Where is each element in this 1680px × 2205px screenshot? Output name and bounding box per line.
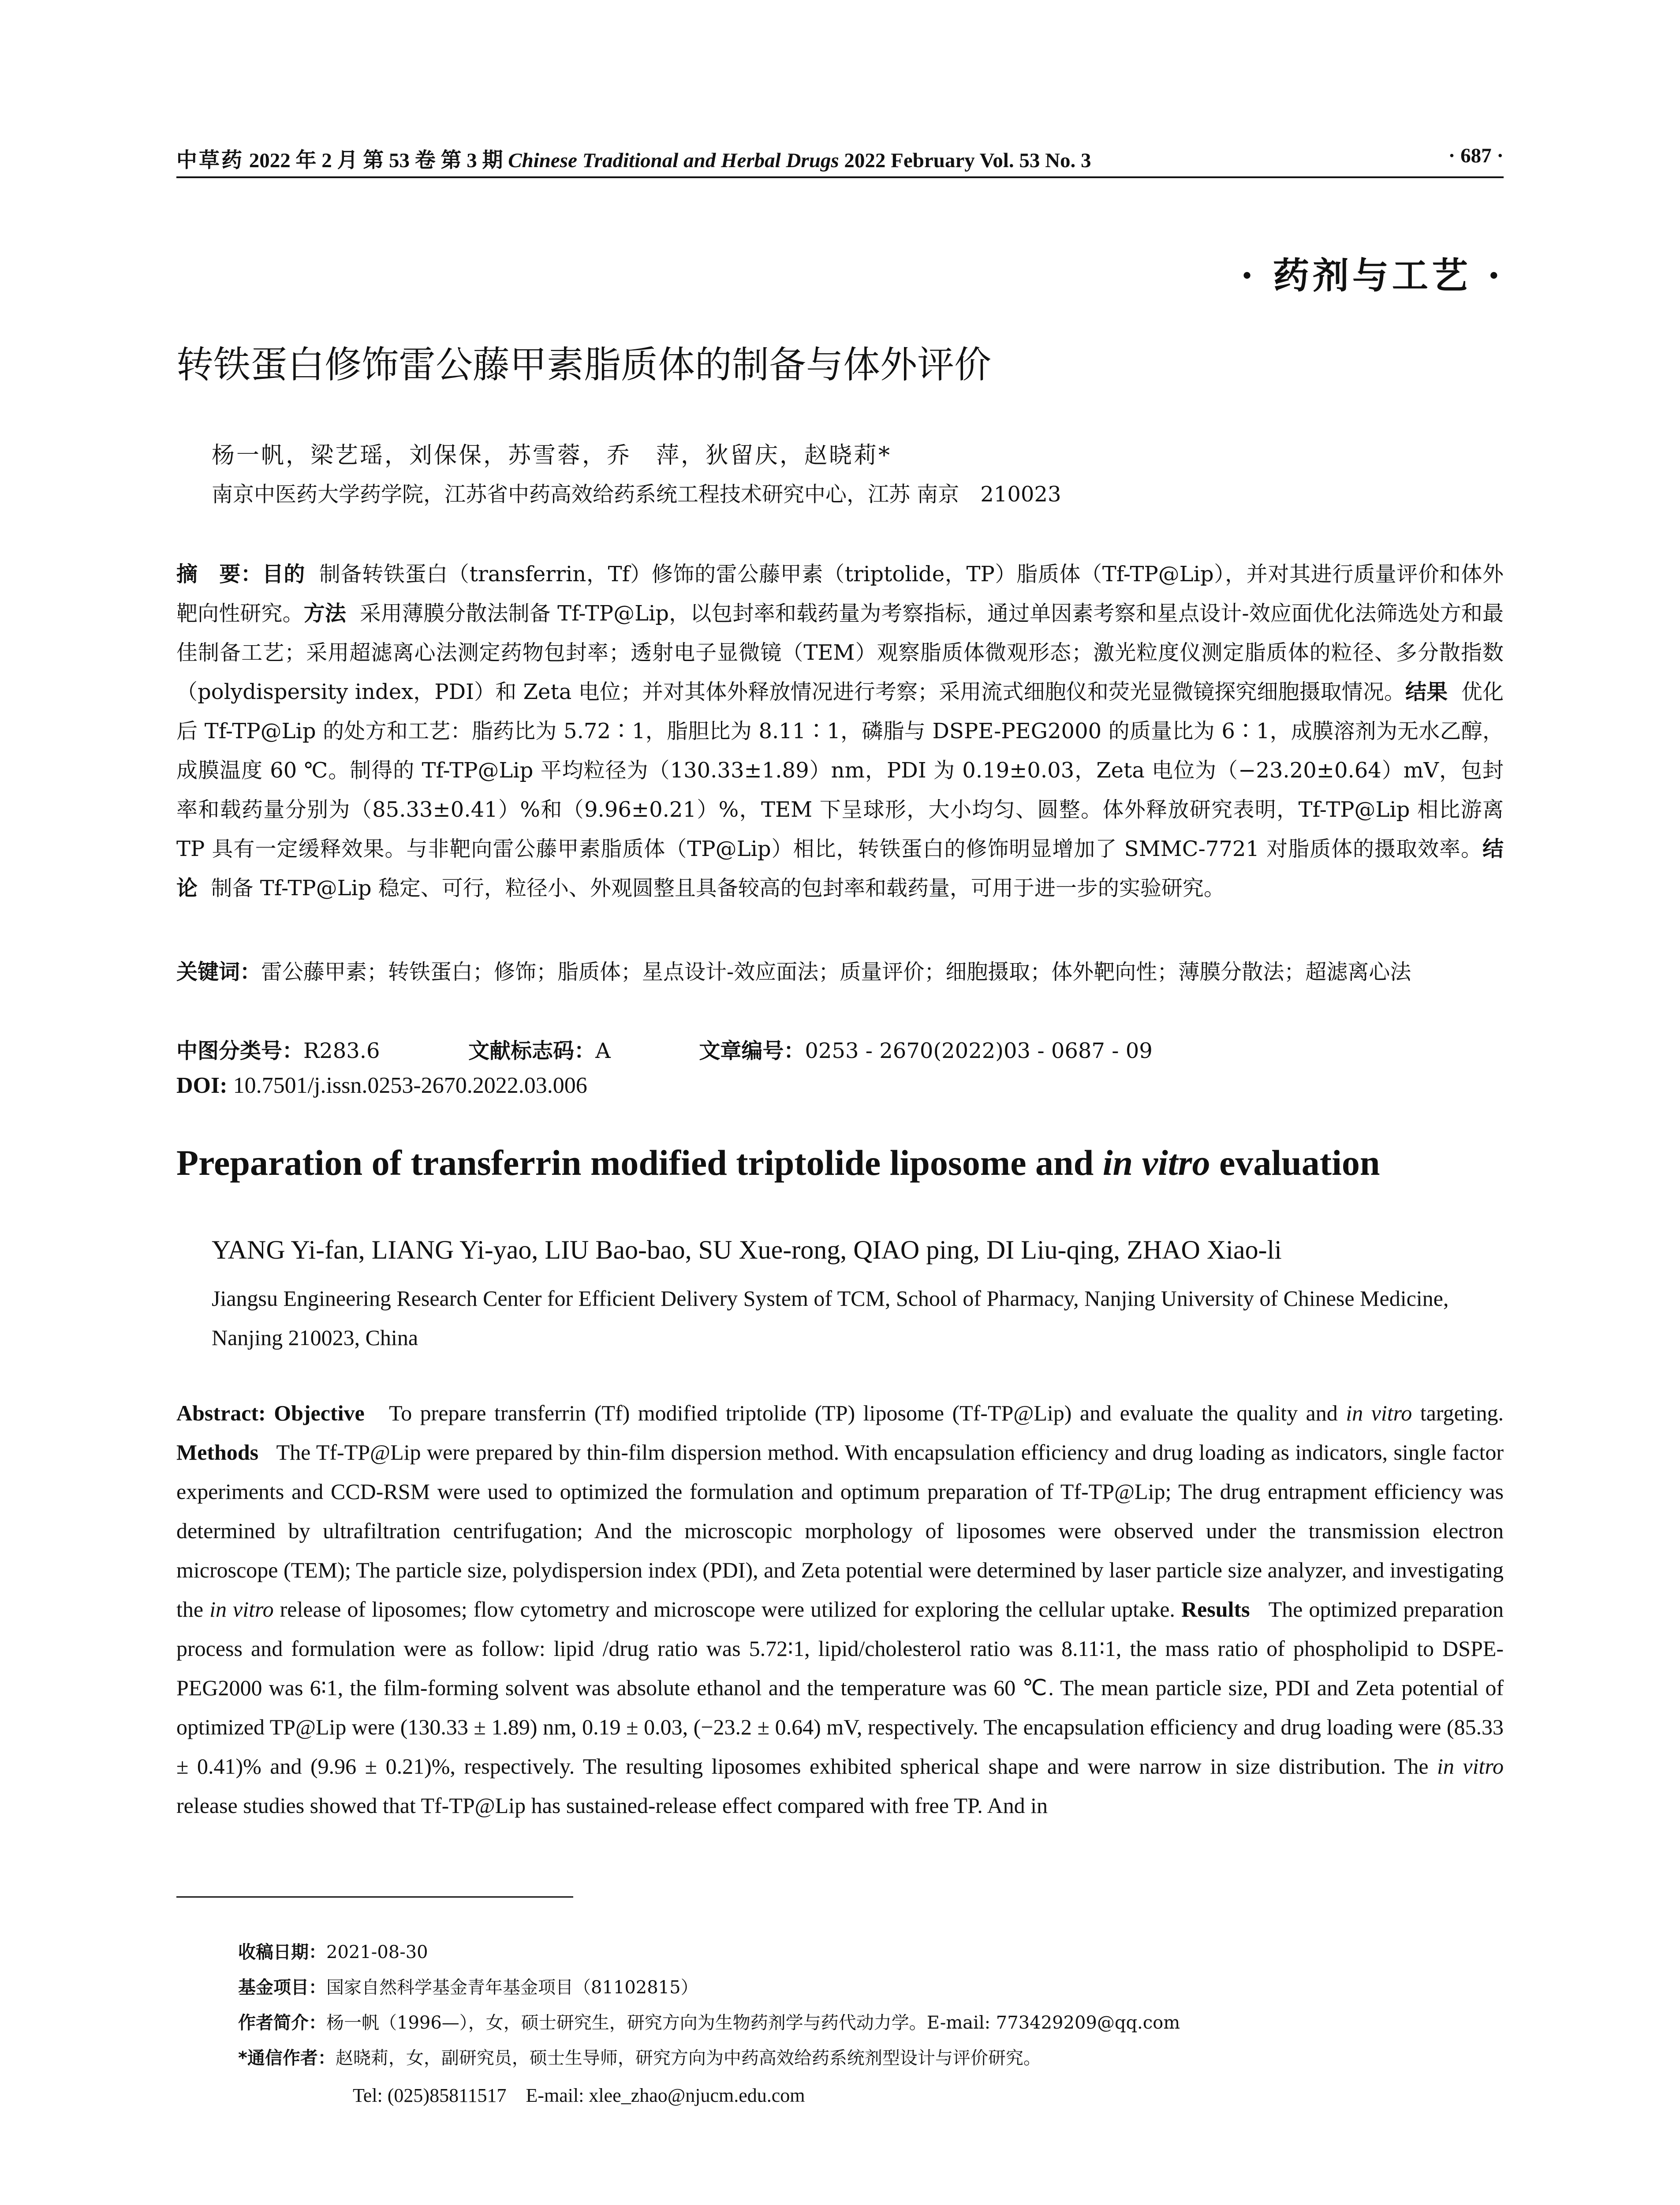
footnote-corresponding [238, 2044, 1041, 2069]
affiliation-en: Jiangsu Engineering Research Center for Efficient Delivery System of TCM, School of Pharmacy, Nanjing University of Chinese Medicine, Nanjing 210023, China [212, 1286, 1449, 1350]
corresp-label: *通信作者： [238, 2048, 336, 2068]
methods-cn: 采用薄膜分散法制备 Tf-TP@Lip，以包封率和载药量为考察指标，通过单因素考察和星点设计-效应面优化法筛选处方和最佳制备工艺；采用超滤离心法测定药物包封率；透射电子显微镜（TEM）观察脂质体微观形态；激光粒度仪测定脂质体的粒径、多分散指数（polydispersity index，PDI）和 Zeta 电位；并对其体外释放情况进行考察；采用流式细胞仪和荧光显微镜探究细胞摄取情况。 [176, 601, 1504, 704]
clc-label: 中图分类号： [176, 1039, 304, 1063]
running-header [176, 144, 1504, 179]
title-en-italic: in vitro [1102, 1143, 1210, 1183]
journal-name-cn: 中草药 [176, 149, 244, 172]
article-no-value: 0253 - 2670(2022)03 - 0687 - 09 [805, 1039, 1153, 1063]
received-value: 2021-08-30 [326, 1942, 428, 1962]
abstract-cn [176, 555, 1504, 1022]
results-en-italic: in vitro [1437, 1754, 1504, 1779]
received-label: 收稿日期： [238, 1942, 326, 1962]
results-label-cn: 结果 [1405, 680, 1448, 704]
journal-name-en: Chinese Traditional and Herbal Drugs [508, 149, 839, 172]
footnote-received [238, 1938, 428, 1963]
issue-en: 2022 February Vol. 53 No. 3 [844, 149, 1091, 172]
title-cn: 转铁蛋白修饰雷公藤甲素脂质体的制备与体外评价 [176, 343, 992, 386]
objective-en-italic: in vitro [1346, 1401, 1412, 1425]
footnote-fund [238, 1973, 698, 1999]
authors-en: YANG Yi-fan, LIANG Yi-yao, LIU Bao-bao, SU Xue-rong, QIAO ping, DI Liu-qing, ZHAO Xiao-li [212, 1235, 1282, 1264]
title-en [176, 1142, 1380, 1184]
abstract-cn-label: 摘 要： [176, 562, 262, 587]
doi-line [176, 1073, 587, 1099]
objective-cn: 制备转铁蛋白（transferrin，Tf）修饰的雷公藤甲素（triptolide，TP）脂质体（Tf-TP@Lip），并对其进行质量评价和体外靶向性研究。 [176, 562, 1504, 626]
corresp-value: 赵晓莉，女，副研究员，硕士生导师，研究方向为中药高效给药系统剂型设计与评价研究。 [335, 2048, 1041, 2068]
conclusion-label-cn: 结论 [176, 837, 1504, 901]
header-rule [176, 176, 1504, 178]
keywords-cn-text: 雷公藤甲素；转铁蛋白；修饰；脂质体；星点设计-效应面法；质量评价；细胞摄取；体外靶向性；薄膜分散法；超滤离心法 [261, 960, 1411, 984]
fund-value: 国家自然科学基金青年基金项目（81102815） [326, 1977, 698, 1998]
classification-line [176, 1034, 1153, 1064]
objective-en-1: To prepare transferrin (Tf) modified triptolide (TP) liposome (Tf-TP@Lip) and evaluate the quality and [389, 1401, 1346, 1425]
conclusion-cn: 制备 Tf-TP@Lip 稳定、可行，粒径小、外观圆整且具备较高的包封率和载药量，可用于进一步的实验研究。 [211, 876, 1225, 901]
methods-en-italic: in vitro [209, 1597, 274, 1622]
doc-code-label: 文献标志码： [468, 1039, 596, 1063]
affiliation-cn: 南京中医药大学药学院，江苏省中药高效给药系统工程技术研究中心，江苏 南京 210023 [212, 482, 1061, 507]
fund-label: 基金项目： [238, 1977, 326, 1998]
results-cn: 优化后 Tf-TP@Lip 的处方和工艺：脂药比为 5.72∶1，脂胆比为 8.11∶1，磷脂与 DSPE-PEG2000 的质量比为 6∶1，成膜溶剂为无水乙醇，成膜温度 60 ℃。制得的 Tf-TP@Lip 平均粒径为（130.33±1.89）nm，PDI 为 0.19±0.03，Zeta 电位为（−23.20±0.64）mV，包封率和载药量分别为（85.33±0.41）%和（9.96±0.21）%，TEM 下呈球形，大小均匀、圆整。体外释放研究表明，Tf-TP@Lip 相比游离 TP 具有一定缓释效果。与非靶向雷公藤甲素脂质体（TP@Lip）相比，转铁蛋白的修饰明显增加了 SMMC-7721 对脂质体的摄取效率。 [176, 680, 1504, 861]
author-label: 作者简介： [238, 2013, 326, 2033]
methods-label-en: Methods [176, 1440, 259, 1465]
clc-value: R283.6 [303, 1039, 380, 1063]
page-number: · 687 · [1448, 144, 1504, 167]
doc-code-value: A [595, 1039, 611, 1063]
article-no-label: 文章编号： [699, 1039, 805, 1063]
abstract-en-label: Abstract: Objective [176, 1401, 365, 1425]
methods-label-cn: 方法 [303, 601, 346, 626]
results-en-2: release studies showed that Tf-TP@Lip has sustained-release effect compared with free TP. And in [176, 1793, 1048, 1818]
methods-en-1: The Tf-TP@Lip were prepared by thin-film dispersion method. With encapsulation efficiency and drug loading as indicators, single factor experiments and CCD-RSM were used to optimized the formulation and optimum preparation of Tf-TP@Lip; The drug entrapment efficiency was determined by ultrafiltration centrifugation; And the microscopic morphology of liposomes were observed under the transmission electron microscope (TEM); The particle size, polydispersion index (PDI), and Zeta potential were determined by laser particle size analyzer, and investigating the [176, 1440, 1504, 1622]
issue-cn: 2022 年 2 月 第 53 卷 第 3 期 [249, 149, 503, 172]
section-label: · 药剂与工艺 · [1240, 254, 1504, 297]
title-en-part1: Preparation of transferrin modified triptolide liposome and [176, 1143, 1103, 1183]
results-label-en: Results [1181, 1597, 1250, 1622]
objective-label-cn: 目的 [262, 562, 306, 587]
authors-cn: 杨一帆，梁艺瑶，刘保保，苏雪蓉，乔 萍，狄留庆，赵晓莉* [212, 442, 892, 469]
footnote-author [238, 2009, 1180, 2034]
methods-en-2: release of liposomes; flow cytometry and microscope were utilized for exploring the cellular uptake. [273, 1597, 1175, 1622]
author-value: 杨一帆（1996—），女，硕士研究生，研究方向为生物药剂学与药代动力学。E-mail: 773429209@qq.com [326, 2013, 1180, 2033]
objective-en-2: targeting. [1412, 1401, 1504, 1425]
footnote-rule [176, 1896, 573, 1898]
keywords-cn-label: 关键词： [176, 960, 261, 984]
title-en-part2: evaluation [1210, 1143, 1380, 1183]
keywords-cn [176, 953, 1504, 992]
doi-value: 10.7501/j.issn.0253-2670.2022.03.006 [233, 1073, 587, 1098]
results-en-1: The optimized preparation process and formulation were as follow: lipid /drug ratio was 5.72∶1, lipid/cholesterol ratio was 8.11∶1, the mass ratio of phospholipid to DSPE-PEG2000 was 6∶1, the film-forming solvent was absolute ethanol and the temperature was 60 ℃. The mean particle size, PDI and Zeta potential of optimized TP@Lip were (130.33 ± 1.89) nm, 0.19 ± 0.03, (−23.2 ± 0.64) mV, respectively. The encapsulation efficiency and drug loading were (85.33 ± 0.41)% and (9.96 ± 0.21)%, respectively. The resulting liposomes exhibited spherical shape and were narrow in size distribution. The [176, 1597, 1504, 1779]
footnote-contact: Tel: (025)85811517 E-mail: xlee_zhao@njucm.edu.com [353, 2085, 805, 2106]
abstract-en [176, 1394, 1504, 1825]
doi-label: DOI: [176, 1073, 228, 1098]
